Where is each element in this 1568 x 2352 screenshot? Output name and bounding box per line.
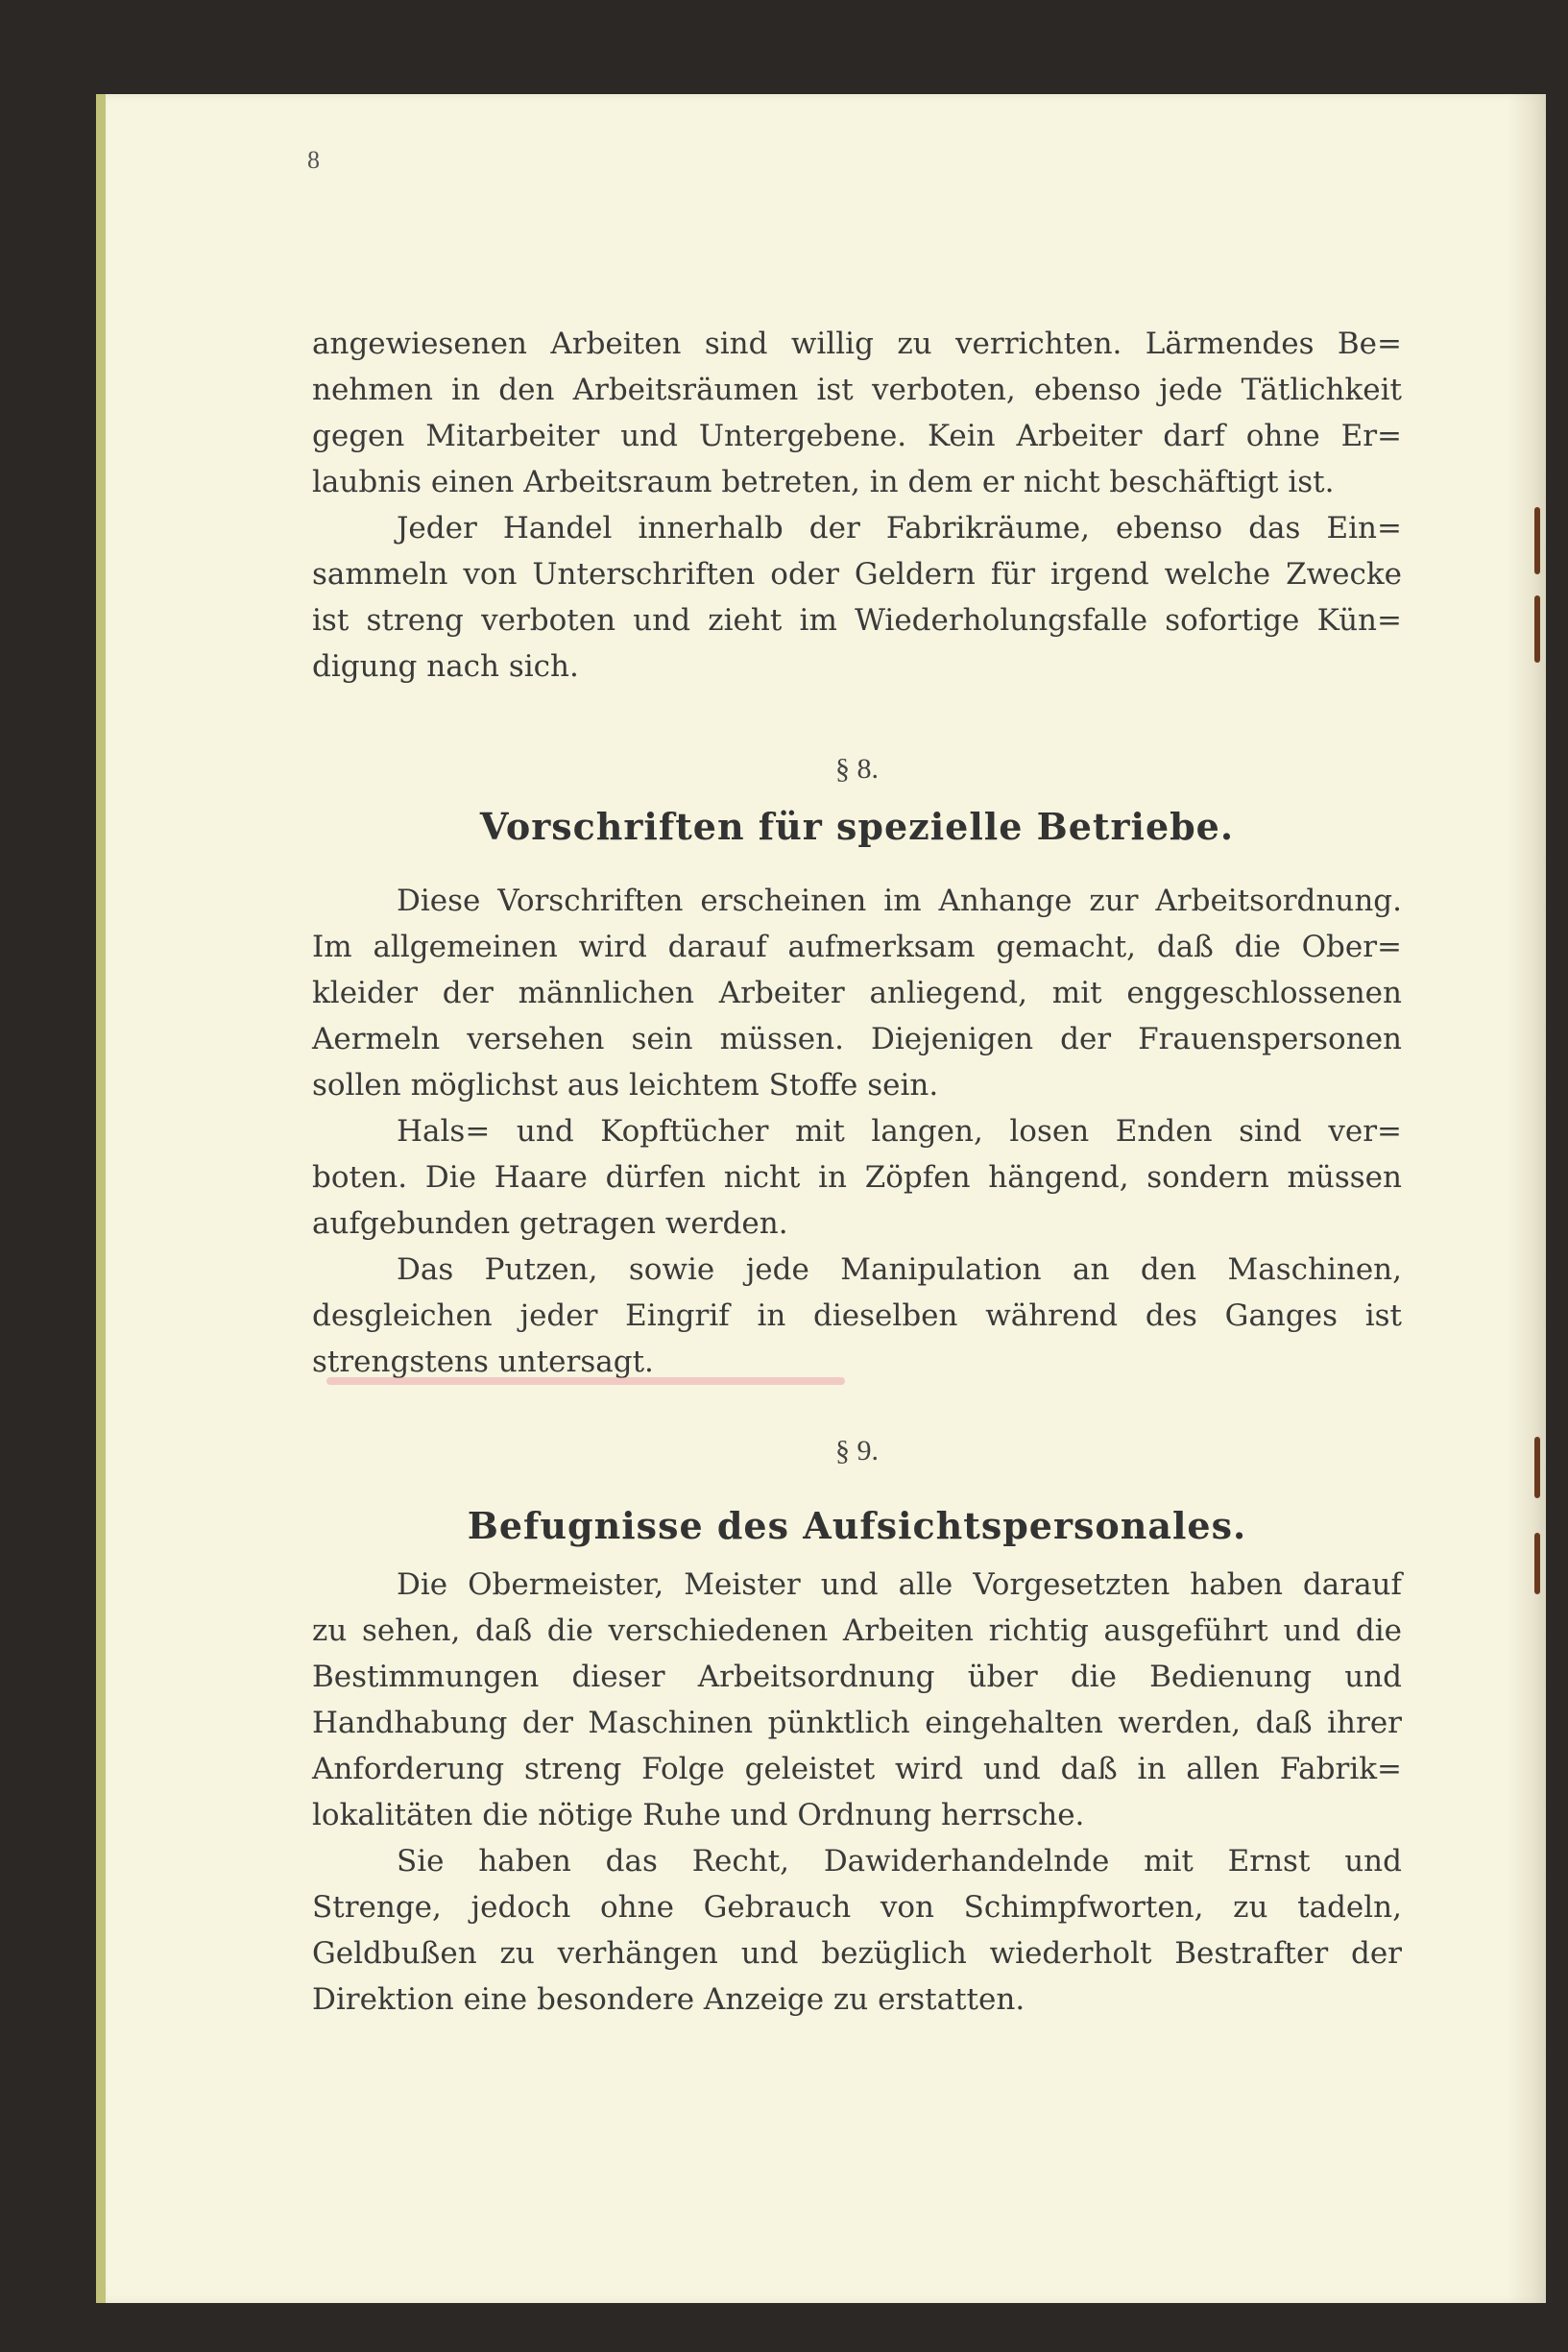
text-line: nehmen in den Arbeitsräumen ist verboten, ebenso jede Tätlichkeit	[312, 373, 1402, 407]
text-line: Sie haben das Recht, Dawiderhandelnde mit Ernst und	[397, 1844, 1402, 1879]
section-8-body	[312, 878, 1402, 1385]
binding-mark	[1534, 1437, 1540, 1498]
intro-paragraphs	[312, 321, 1402, 690]
text-line: ist streng verboten und zieht im Wiederholungsfalle sofortige Kün=	[312, 603, 1402, 638]
text-line: laubnis einen Arbeitsraum betreten, in dem er nicht beschäftigt ist.	[312, 465, 1335, 499]
text-line: Die Obermeister, Meister und alle Vorgesetzten haben darauf	[397, 1567, 1402, 1602]
text-line: digung nach sich.	[312, 649, 579, 684]
text-line: lokalitäten die nötige Ruhe und Ordnung herrsche.	[312, 1798, 1085, 1832]
section-8-number: § 8.	[835, 753, 879, 785]
text-line: aufgebunden getragen werden.	[312, 1206, 788, 1241]
text-line: gegen Mitarbeiter und Untergebene. Kein Arbeiter darf ohne Er=	[312, 419, 1402, 453]
text-line: desgleichen jeder Eingrif in dieselben während des Ganges ist	[312, 1298, 1402, 1333]
text-line: zu sehen, daß die verschiedenen Arbeiten richtig ausgeführt und die	[312, 1613, 1402, 1648]
text-line: boten. Die Haare dürfen nicht in Zöpfen hängend, sondern müssen	[312, 1160, 1402, 1195]
text-line: Hals= und Kopftücher mit langen, losen Enden sind ver=	[397, 1114, 1402, 1149]
section-8-title: Vorschriften für spezielle Betriebe.	[479, 805, 1235, 848]
text-line: Direktion eine besondere Anzeige zu erstatten.	[312, 1982, 1025, 2017]
text-line: Bestimmungen dieser Arbeitsordnung über die Bedienung und	[312, 1660, 1402, 1694]
text-line: Jeder Handel innerhalb der Fabrikräume, ebenso das Ein=	[397, 511, 1402, 546]
binding-mark	[1534, 595, 1540, 663]
text-line: Strenge, jedoch ohne Gebrauch von Schimpfworten, zu tadeln,	[312, 1890, 1402, 1925]
text-line: sollen möglichst aus leichtem Stoffe sein.	[312, 1068, 939, 1103]
text-line: Das Putzen, sowie jede Manipulation an den Maschinen,	[397, 1252, 1402, 1287]
stain-mark	[326, 1377, 845, 1385]
section-9-body	[312, 1562, 1402, 2023]
text-line: sammeln von Unterschriften oder Geldern für irgend welche Zwecke	[312, 557, 1402, 592]
page-spine-shadow	[1508, 94, 1546, 2303]
page-number: 8	[307, 146, 320, 174]
text-line: kleider der männlichen Arbeiter anliegend, mit enggeschlossenen	[312, 976, 1402, 1010]
text-line: Handhabung der Maschinen pünktlich eingehalten werden, daß ihrer	[312, 1706, 1402, 1740]
text-line: Diese Vorschriften erscheinen im Anhange zur Arbeitsordnung.	[397, 884, 1402, 918]
text-line: Aermeln versehen sein müssen. Diejenigen der Frauenspersonen	[312, 1022, 1402, 1056]
text-line: angewiesenen Arbeiten sind willig zu verrichten. Lärmendes Be=	[312, 327, 1402, 361]
binding-mark	[1534, 1533, 1540, 1594]
text-line: Anforderung streng Folge geleistet wird und daß in allen Fabrik=	[312, 1752, 1402, 1786]
text-line: Geldbußen zu verhängen und bezüglich wiederholt Bestrafter der	[312, 1936, 1402, 1971]
binding-mark	[1534, 507, 1540, 574]
section-9-number: § 9.	[835, 1435, 879, 1467]
text-line: Im allgemeinen wird darauf aufmerksam gemacht, daß die Ober=	[312, 930, 1402, 964]
text-line: strengstens untersagt.	[312, 1345, 654, 1379]
section-9-title: Befugnisse des Aufsichtspersonales.	[467, 1504, 1247, 1547]
